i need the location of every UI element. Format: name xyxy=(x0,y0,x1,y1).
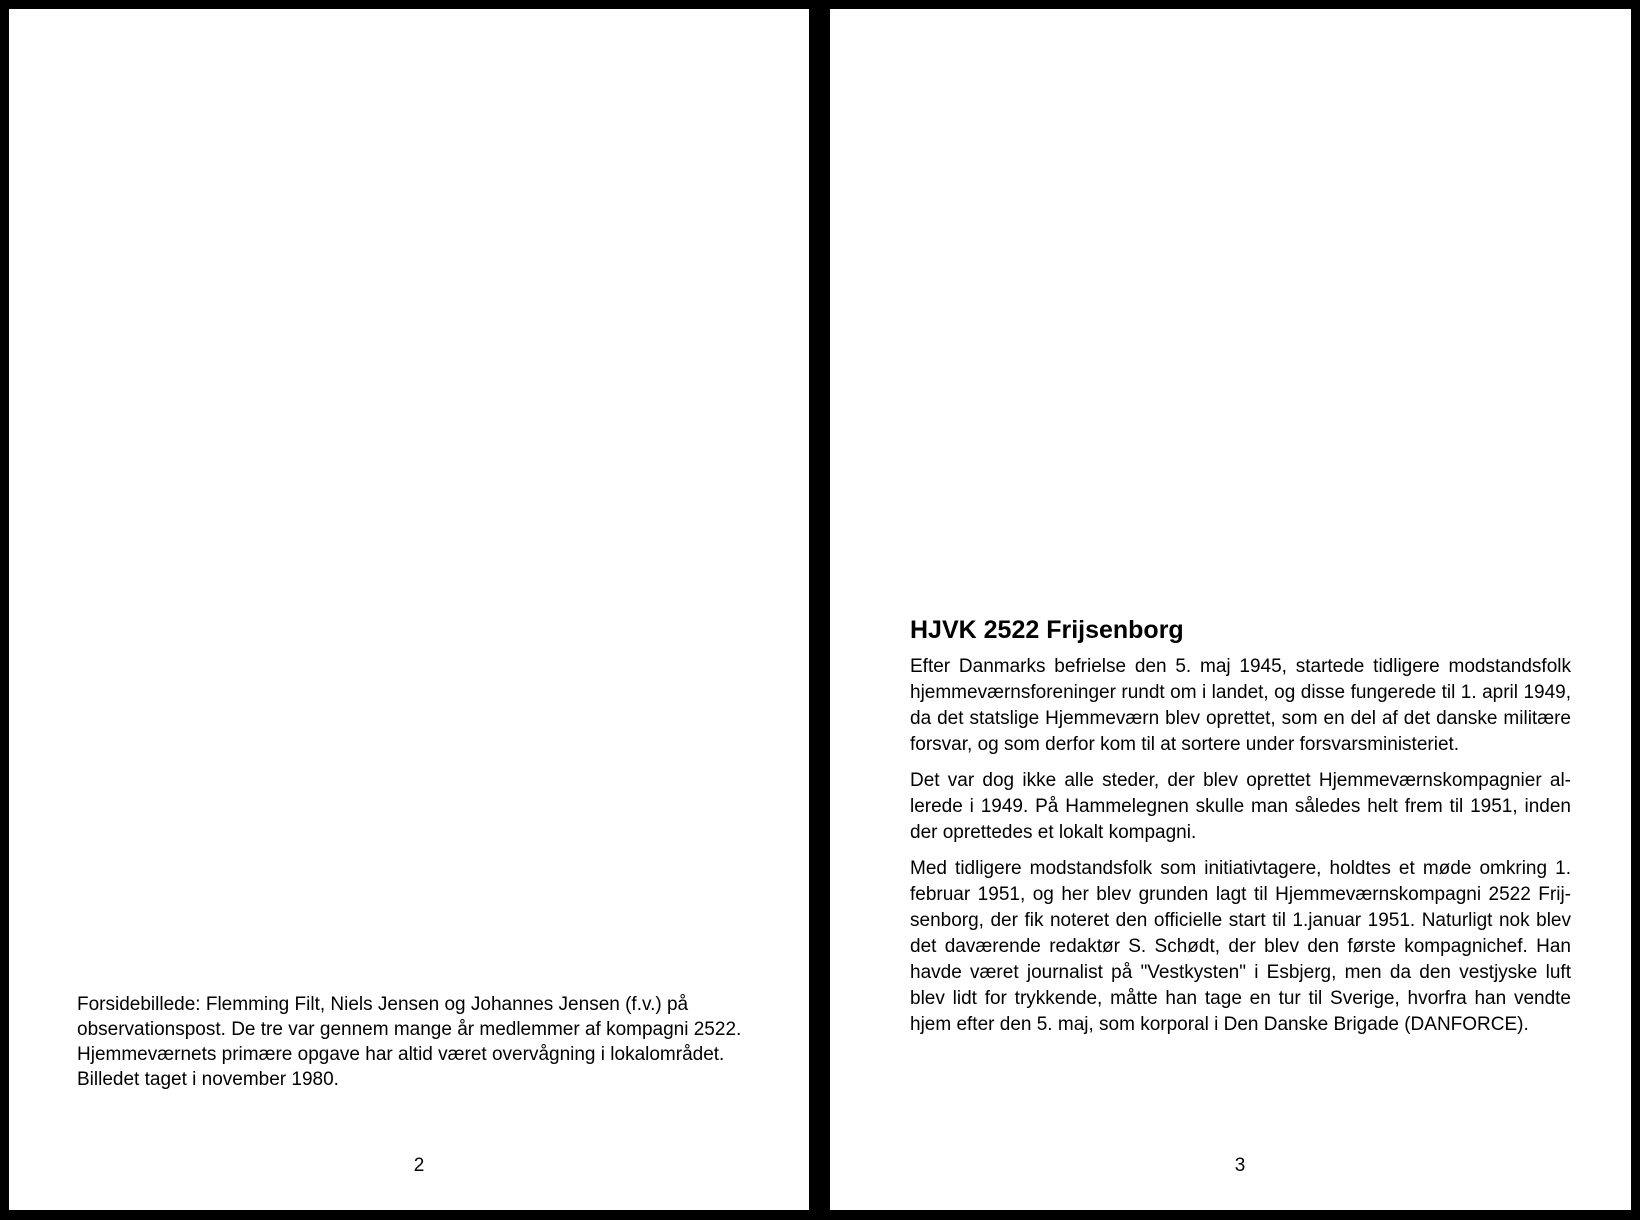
body-paragraph: Efter Danmarks befrielse den 5. maj 1945, startede tidligere modstandsfolk hjemmeværnsforeninger rundt om i landet, og disse fungerede til 1. april 1949, da det statslige Hjemmeværn blev oprettet, som en del af det danske militære forsvar, og som derfor kom til at sortere under forsvarsministeriet. xyxy=(910,656,1571,755)
caption-line: Hjemmeværnets primære opgave har altid været overvågning i lokalområdet. xyxy=(77,1044,725,1065)
chapter-heading: HJVK 2522 Frijsenborg xyxy=(910,616,1184,644)
left-page xyxy=(9,9,809,1210)
chapter-content xyxy=(910,613,1571,1048)
cover-photo-caption xyxy=(77,992,777,1092)
body-paragraph: Med tidligere modstandsfolk som initiativtagere, holdtes et møde omkring 1. februar 1951, og her blev grunden lagt til Hjemmeværnskompagni 2522 Frij-senborg, der fik noteret den officielle start til 1.januar 1951. Naturligt nok blev det daværende redaktør S. Schødt, der blev den første kompagnichef. Han havde været journalist på "Vestkysten" i Esbjerg, men da den vestjyske luft blev lidt for trykkende, måtte han tage en tur til Sverige, hvorfra han vendte hjem efter den 5. maj, som korporal i Den Danske Brigade (DANFORCE). xyxy=(910,858,1571,1035)
caption-line: Billedet taget i november 1980. xyxy=(77,1069,339,1090)
page-number-left: 2 xyxy=(413,1155,425,1176)
body-paragraph: Det var dog ikke alle steder, der blev oprettet Hjemmeværnskompagnier al-lerede i 1949. På Hammelegnen skulle man således helt frem til 1951, inden der oprettedes et lokalt kompagni. xyxy=(910,770,1571,843)
caption-line: Forsidebillede: Flemming Filt, Niels Jensen og Johannes Jensen (f.v.) på xyxy=(77,994,689,1015)
right-page xyxy=(830,9,1631,1210)
page-number-right: 3 xyxy=(1234,1155,1246,1176)
caption-line: observationspost. De tre var gennem mange år medlemmer af kompagni 2522. xyxy=(77,1019,742,1040)
